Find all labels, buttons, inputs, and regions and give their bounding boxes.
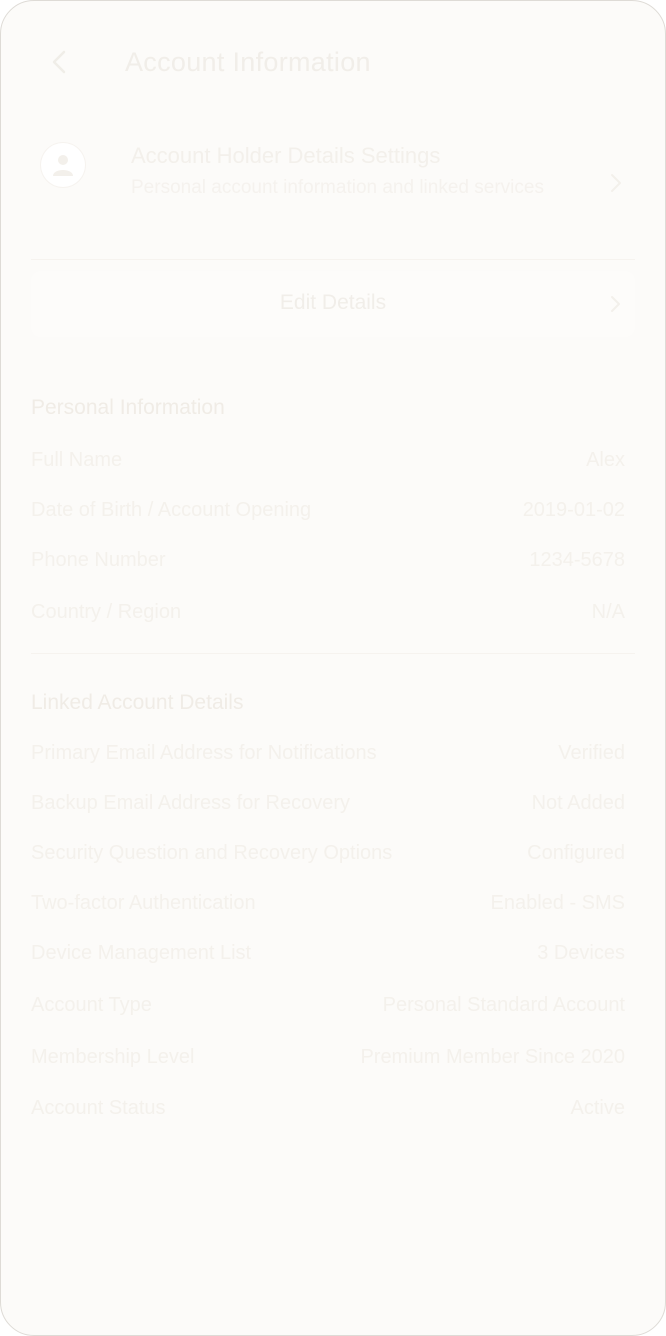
row-value: Enabled - SMS [490, 892, 625, 914]
section-title-linked: Linked Account Details [31, 691, 244, 714]
section-title-personal: Personal Information [31, 396, 225, 419]
app-header [1, 39, 665, 89]
row-label: Country / Region [31, 601, 182, 623]
row-label: Phone Number [31, 549, 166, 571]
row-value: Verified [558, 742, 625, 764]
list-item[interactable] [31, 734, 635, 774]
row-value: 2019-01-02 [522, 499, 625, 521]
page-title: Account Information [125, 47, 371, 77]
list-item[interactable] [31, 934, 635, 974]
row-label: Backup Email Address for Recovery [31, 792, 351, 814]
row-label: Account Type [31, 994, 152, 1016]
row-value: Configured [527, 842, 625, 864]
divider [31, 259, 635, 260]
row-label: Primary Email Address for Notifications [31, 742, 377, 764]
edit-details-button[interactable] [31, 271, 635, 337]
row-label: Membership Level [31, 1046, 195, 1068]
row-value: Not Added [531, 792, 625, 814]
user-card[interactable] [1, 133, 665, 213]
row-value: 1234-5678 [529, 549, 625, 571]
row-value: 3 Devices [537, 942, 625, 964]
list-item[interactable] [31, 834, 635, 874]
list-item[interactable] [31, 441, 635, 481]
row-label: Two-factor Authentication [31, 892, 256, 914]
row-value: Alex [586, 449, 625, 471]
list-item[interactable] [31, 884, 635, 924]
edit-details-label: Edit Details [279, 291, 387, 314]
list-item[interactable] [31, 593, 635, 633]
list-item[interactable] [31, 1089, 635, 1129]
chevron-right-icon [609, 295, 621, 313]
row-label: Full Name [31, 449, 123, 471]
row-label: Date of Birth / Account Opening [31, 499, 312, 521]
row-label: Device Management List [31, 942, 252, 964]
list-item[interactable] [31, 491, 635, 531]
user-meta: Personal account information and linked services [131, 177, 544, 198]
divider [31, 653, 635, 654]
list-item[interactable] [31, 986, 635, 1026]
row-value: N/A [591, 601, 625, 623]
chevron-left-icon[interactable] [47, 49, 73, 75]
row-value: Premium Member Since 2020 [360, 1046, 625, 1068]
row-value: Active [570, 1097, 625, 1119]
list-item[interactable] [31, 1038, 635, 1078]
list-item[interactable] [31, 784, 635, 824]
user-name: Account Holder Details Settings [131, 143, 441, 168]
row-label: Security Question and Recovery Options [31, 842, 393, 864]
row-label: Account Status [31, 1097, 166, 1119]
row-value: Personal Standard Account [382, 994, 625, 1016]
chevron-right-icon [609, 173, 623, 193]
user-icon [41, 143, 85, 187]
list-item[interactable] [31, 541, 635, 581]
